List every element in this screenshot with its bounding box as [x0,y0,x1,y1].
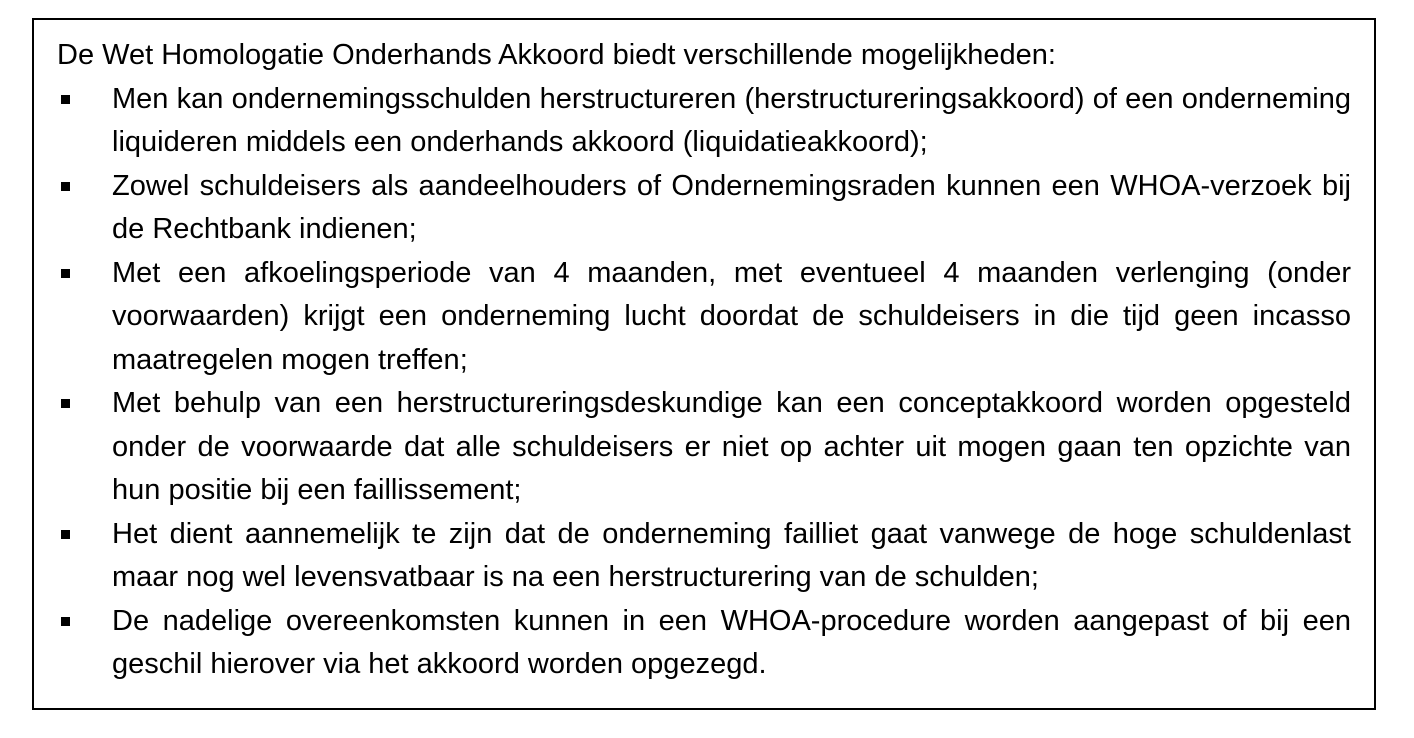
document-box [32,18,1376,710]
list-item-text: Zowel schuldeisers als aandeelhouders of Ondernemingsraden kunnen een WHOA-verzoek bij de Rechtbank indienen; [112,169,1351,245]
square-bullet-icon [61,182,70,191]
list-item [57,382,1351,513]
list-item-text: Het dient aannemelijk te zijn dat de onderneming failliet gaat vanwege de hoge schuldenlast maar nog wel levensvatbaar is na een herstructurering van de schulden; [112,517,1351,593]
list-item [57,165,1351,252]
square-bullet-icon [61,530,70,539]
square-bullet-icon [61,399,70,408]
list-item [57,78,1351,165]
bullet-list [57,78,1351,687]
list-item-text: Men kan ondernemingsschulden herstructureren (herstructureringsakkoord) of een onderneming liquideren middels een onderhands akkoord (liquidatieakkoord); [112,82,1351,158]
list-item [57,252,1351,383]
intro-text: De Wet Homologatie Onderhands Akkoord biedt verschillende mogelijkheden: [57,39,1056,71]
square-bullet-icon [61,95,70,104]
list-item [57,600,1351,687]
list-item-text: De nadelige overeenkomsten kunnen in een WHOA-procedure worden aangepast of bij een geschil hierover via het akkoord worden opgezegd. [112,604,1351,680]
list-item-text: Met behulp van een herstructureringsdeskundige kan een conceptakkoord worden opgesteld onder de voorwaarde dat alle schuldeisers er niet op achter uit mogen gaan ten opzichte van hun positie bij een faillissement; [112,387,1351,506]
list-item [57,513,1351,600]
list-item-text: Met een afkoelingsperiode van 4 maanden, met eventueel 4 maanden verlenging (onder voorwaarden) krijgt een onderneming lucht doordat de schuldeisers in die tijd geen incasso maatregelen mogen treffen; [112,256,1351,376]
square-bullet-icon [61,269,70,278]
square-bullet-icon [61,617,70,626]
